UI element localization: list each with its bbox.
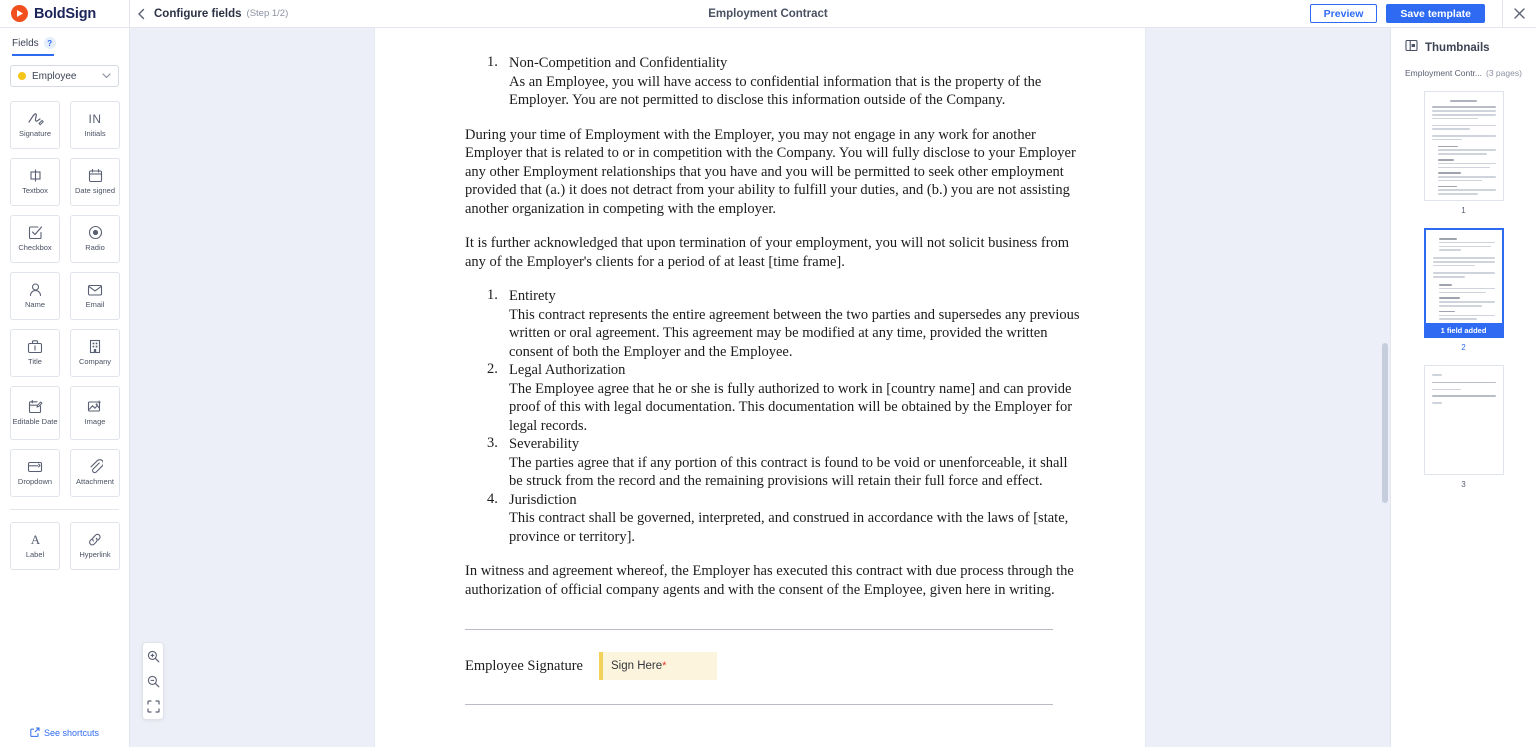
field-label: Editable Date [12,417,58,427]
field-tile-checkbox[interactable] [10,215,60,263]
step-indicator: (Step 1/2) [246,8,289,19]
thumbnails-doc-name: Employment Contr... [1405,68,1483,78]
thumbnails-title: Thumbnails [1425,42,1490,54]
document-canvas[interactable] [130,28,1390,747]
field-label: Radio [85,243,105,253]
field-tile-image[interactable] [70,386,120,440]
clause-heading: Severability [509,436,580,452]
zoom-in-icon[interactable] [144,648,162,664]
document-paragraph-2: It is further acknowledged that upon termination of your employment, you will not solicit business from any of the Employer's clients for a period of at least [time frame]. [465,235,1070,270]
clause-number: 3. [487,435,498,451]
brand-logo [0,0,130,28]
document-content [375,28,1145,705]
field-label: Email [85,299,105,309]
thumbnail-page-1[interactable] [1424,91,1504,215]
document-clause [465,54,1083,110]
signature-divider [465,629,1053,630]
field-label: Name [24,300,45,310]
field-tile-company[interactable] [70,329,120,377]
close-icon[interactable] [1502,0,1536,28]
field-tile-title[interactable] [10,329,60,377]
field-tile-signature[interactable] [10,101,60,149]
spacer [465,546,1083,562]
document-page [375,28,1145,747]
thumbnail-page-number: 3 [1461,480,1466,489]
document-paragraph-1: During your time of Employment with the Employer, you may not engage in any work for another Employer that is related to or in competition with the Company. You will fully disclose to your Employer any other Employment relationships that you have and you will be permitted to seek other employment provided that (a.) it does not detract from your ability to fulfill your duties, and (b.) you are not assisting another organization in competing with the employer. [465,126,1076,217]
document-paragraph-3: In witness and agreement whereof, the Employer has executed this contract with due process through the authorization of official company agents and with the consent of the Employee, given here in writing. [465,563,1074,598]
clause-body: The Employee agree that he or she is fully authorized to work in [country name] and can provide proof of this with legal documentation. This documentation will be obtained by the Employer for legal records. [509,380,1073,434]
thumbnails-header [1391,39,1490,57]
clause-number: 1. [487,54,498,70]
document-clause [465,287,1083,361]
clause-heading: Legal Authorization [509,362,626,378]
field-tile-date-signed[interactable] [70,158,120,206]
clause-body: This contract shall be governed, interpreted, and construed in accordance with the laws of [state, province or territory]. [509,510,1069,545]
field-label: Textbox [22,186,48,196]
thumbnail-card[interactable] [1424,91,1504,201]
document-clause [465,435,1083,491]
spacer [465,110,1083,126]
field-label: Label [25,550,45,560]
signature-field[interactable] [599,652,717,680]
see-shortcuts-label: See shortcuts [43,728,100,738]
clause-number: 2. [487,361,498,377]
thumbnail-page-3[interactable] [1424,365,1504,489]
thumbnails-page-count: (3 pages) [1486,68,1522,78]
canvas-scrollbar[interactable] [1382,343,1388,503]
clause-heading: Non-Competition and Confidentiality [509,55,728,71]
tab-active-indicator [12,54,54,56]
thumbnail-page-number: 1 [1461,206,1466,215]
chevron-down-icon [102,71,111,81]
boldsign-logo-icon [11,5,28,22]
see-shortcuts-link[interactable] [0,727,129,739]
fit-screen-icon[interactable] [144,698,162,714]
recipient-color-dot [18,72,26,80]
field-tile-email[interactable] [70,272,120,320]
zoom-out-icon[interactable] [144,673,162,689]
svg-text:A: A [30,532,40,548]
clause-body: This contract represents the entire agreement between the two parties and supersedes any previous written or oral agreement. This agreement may be modified at any time, provided the written consent of both the Employer and the Employee. [509,306,1080,360]
thumbnails-panel [1390,28,1536,747]
spacer [465,218,1083,234]
field-tile-label[interactable] [10,522,60,570]
required-marker: * [662,660,667,672]
clause-body: The parties agree that if any portion of this contract is found to be void or unenforceable, it shall be struck from the record and the remaining provisions will retain their full force and effect. [509,454,1068,489]
topbar-actions [1310,0,1536,28]
spacer [465,599,1083,629]
field-label: Dropdown [17,476,53,486]
page-title: Configure fields [154,7,242,20]
thumbnail-field-badge: 1 field added [1425,323,1503,337]
field-tile-editable-date[interactable] [10,386,60,440]
document-title: Employment Contract [708,8,828,20]
clause-heading: Entirety [509,288,556,304]
field-label: Signature [18,129,52,139]
initials-icon: IN [88,111,102,126]
fields-sidebar [0,28,130,747]
field-label: Checkbox [18,243,52,253]
save-template-button[interactable]: Save template [1386,4,1485,23]
help-icon[interactable]: ? [44,37,56,49]
field-label: Company [78,357,112,367]
clause-body: As an Employee, you will have access to confidential information that is the property of the Employer. You are not permitted to disclose this information outside of the Company. [509,73,1042,108]
field-palette [0,87,129,497]
field-label: Title [28,357,42,367]
app-body [0,28,1536,747]
recipient-name: Employee [32,70,77,82]
field-tile-hyperlink[interactable] [70,522,120,570]
field-palette-secondary [0,510,129,570]
document-clause [465,361,1083,435]
recipient-dropdown[interactable] [10,65,119,87]
clause-number: 1. [487,287,498,303]
field-tile-name[interactable] [10,272,60,320]
thumbnail-card[interactable] [1424,228,1504,338]
field-label: Image [84,417,106,427]
field-tile-attachment[interactable] [70,449,120,497]
external-link-icon [30,727,40,739]
thumbnails-icon [1405,39,1418,57]
field-tile-radio[interactable] [70,215,120,263]
preview-button[interactable]: Preview [1310,4,1378,23]
thumbnail-card[interactable] [1424,365,1504,475]
signature-label: Employee Signature [465,657,583,674]
field-tile-textbox[interactable] [10,158,60,206]
signature-divider-2 [465,704,1053,705]
chevron-left-icon[interactable] [130,0,152,28]
thumbnails-doc-info [1391,68,1522,78]
field-tile-initials[interactable] [70,101,120,149]
brand-name: BoldSign [34,5,97,22]
clause-heading: Jurisdiction [509,491,577,508]
thumbnail-page-2[interactable] [1424,228,1504,352]
document-clause [465,491,1083,547]
signature-field-text: Sign Here [610,660,663,672]
field-label: Initials [84,128,106,138]
thumbnail-page-number: 2 [1461,343,1466,352]
spacer [465,680,1083,704]
field-label: Date signed [74,186,116,196]
tab-fields-label: Fields [12,37,39,49]
clause-number: 4. [487,490,498,507]
field-label: Hyperlink [79,550,111,560]
spacer [465,271,1083,287]
tab-fields[interactable] [0,28,129,54]
top-bar [0,0,1536,28]
signature-row [465,652,1083,680]
field-label: Attachment [76,477,114,487]
zoom-controls [142,642,164,720]
field-tile-dropdown[interactable] [10,449,60,497]
